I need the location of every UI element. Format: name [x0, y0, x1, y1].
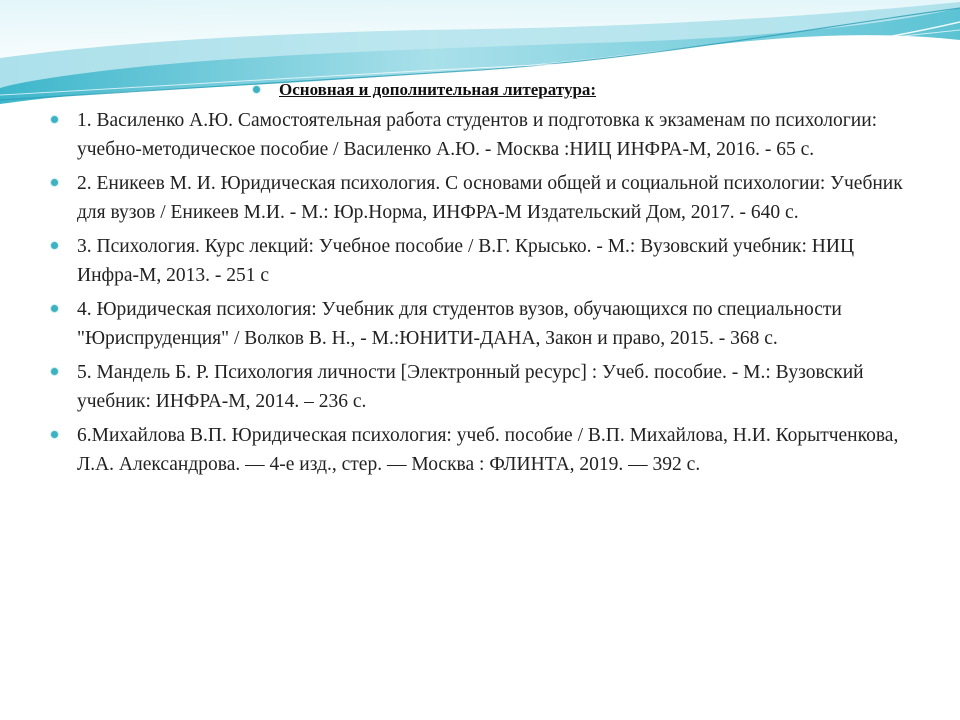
reference-list [50, 106, 910, 479]
reference-item-6 [50, 421, 910, 479]
reference-text: 2. Еникеев М. И. Юридическая психология. С основами общей и социальной психологии: Учебник для вузов / Еникеев М.И. - М.: Юр.Норма, ИНФРА-М Издательский Дом, 2017. - 640 с. [77, 173, 903, 223]
reference-item-3 [50, 232, 910, 290]
bullet-icon [51, 179, 58, 186]
reference-item-4 [50, 295, 910, 353]
literature-heading-row [50, 80, 910, 100]
bullet-icon [51, 242, 58, 249]
literature-heading: Основная и дополнительная литература: [279, 80, 597, 99]
reference-text: 3. Психология. Курс лекций: Учебное пособие / В.Г. Крысько. - М.: Вузовский учебник: НИЦ Инфра-М, 2013. - 251 с [77, 236, 855, 286]
reference-text: 6.Михайлова В.П. Юридическая психология: учеб. пособие / В.П. Михайлова, Н.И. Корытченкова, Л.А. Александрова. — 4-е изд., стер. — Москва : ФЛИНТА, 2019. — 392 с. [77, 425, 899, 475]
bullet-icon [51, 431, 58, 438]
bullet-icon [51, 368, 58, 375]
reference-item-1 [50, 106, 910, 164]
reference-text: 4. Юридическая психология: Учебник для студентов вузов, обучающихся по специальности "Юриспруденция" / Волков В. Н., - М.:ЮНИТИ-ДАНА, Закон и право, 2015. - 368 с. [77, 299, 842, 349]
bullet-icon [253, 86, 260, 93]
bullet-icon [51, 116, 58, 123]
slide-content [50, 80, 910, 484]
reference-item-5 [50, 358, 910, 416]
reference-text: 1. Василенко А.Ю. Самостоятельная работа студентов и подготовка к экзаменам по психологии: учебно-методическое пособие / Василенко А.Ю. - Москва :НИЦ ИНФРА-М, 2016. - 65 с. [77, 110, 878, 160]
reference-item-2 [50, 169, 910, 227]
bullet-icon [51, 305, 58, 312]
reference-text: 5. Мандель Б. Р. Психология личности [Электронный ресурс] : Учеб. пособие. - М.: Вузовский учебник: ИНФРА-М, 2014. – 236 с. [77, 362, 864, 412]
